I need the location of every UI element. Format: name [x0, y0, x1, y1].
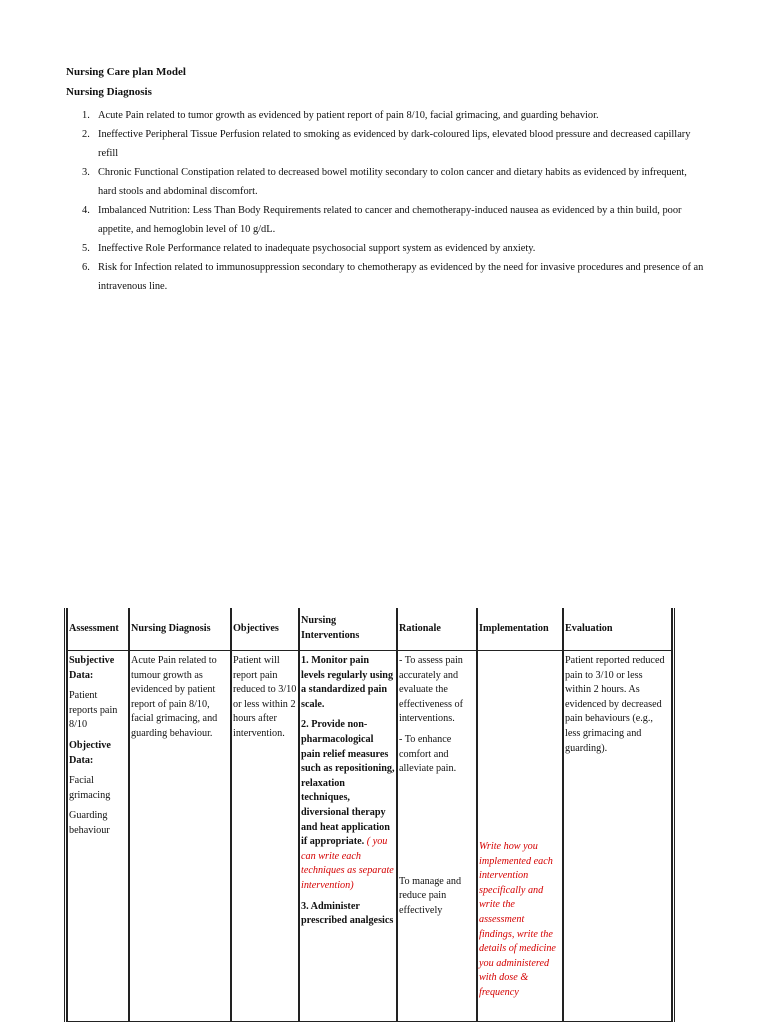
intervention-note: ( you can write each techniques as separate intervention) — [301, 836, 394, 891]
implementation-note: Write how you implemented each intervention specifically and write the assessment findings, write the details of medicine you administered with dose & frequency — [479, 841, 556, 998]
diagnosis-number: 1. — [82, 110, 90, 121]
objective-value: Facial grimacing — [69, 775, 111, 801]
objective-label: Objective Data: — [69, 739, 111, 766]
diagnosis-cell-text: Acute Pain related to tumour growth as evidenced by patient report of pain 8/10, facial grimacing, and guarding behaviour. — [131, 655, 218, 739]
rationale-item: - To assess pain accurately and evaluate the effectiveness of interventions. — [399, 655, 464, 725]
diagnosis-cell — [129, 651, 231, 1022]
objectives-cell — [231, 651, 299, 1022]
diagnosis-number: 2. — [82, 129, 90, 140]
interventions-cell — [299, 651, 397, 1022]
rationale-item: To manage and reduce pain effectively — [399, 875, 462, 916]
intervention-text: 3. Administer prescribed analgesics — [301, 900, 394, 927]
diagnosis-item — [66, 106, 706, 125]
diagnosis-item — [66, 163, 706, 201]
diagnosis-item — [66, 258, 706, 296]
diagnosis-text: Acute Pain related to tumor growth as evidenced by patient report of pain 8/10, facial grimacing, and guarding behavior. — [98, 110, 599, 121]
intervention-item — [301, 900, 395, 929]
implementation-cell — [477, 651, 563, 1022]
intervention-item — [301, 718, 395, 893]
intervention-item — [301, 654, 395, 712]
diagnosis-item — [66, 239, 706, 258]
header-nursing-interventions: Nursing Interventions — [299, 608, 397, 651]
diagnosis-text: Imbalanced Nutrition: Less Than Body Requirements related to cancer and chemotherapy-induced nausea as evidenced by a thin build, poor appetite, and hemoglobin level of 10 g/dL. — [98, 205, 682, 235]
intervention-text: 2. Provide non-pharmacological pain relief measures such as repositioning, relaxation techniques, diversional therapy and heat application if appropriate. — [301, 719, 395, 848]
header-assessment: Assessment — [67, 608, 129, 651]
diagnosis-item — [66, 201, 706, 239]
table-header-row — [67, 608, 672, 651]
doc-title: Nursing Care plan Model — [66, 66, 186, 78]
header-rationale: Rationale — [397, 608, 477, 651]
rationale-cell — [397, 651, 477, 1022]
assessment-cell — [67, 651, 129, 1022]
section-heading: Nursing Diagnosis — [66, 86, 152, 98]
diagnosis-number: 3. — [82, 167, 90, 178]
rationale-item: - To enhance comfort and alleviate pain. — [399, 733, 457, 775]
header-nursing-diagnosis: Nursing Diagnosis — [129, 608, 231, 651]
diagnosis-list — [66, 106, 706, 296]
diagnosis-number: 5. — [82, 243, 90, 254]
evaluation-text: Patient reported reduced pain to 3/10 or less within 2 hours. As evidenced by decreased pain behaviours (e.g., less grimacing and guarding). — [565, 655, 665, 754]
diagnosis-text: Ineffective Peripheral Tissue Perfusion related to smoking as evidenced by dark-coloured lips, elevated blood pressure and decreased capillary refill — [98, 129, 691, 159]
diagnosis-number: 4. — [82, 205, 90, 216]
intervention-text: 1. Monitor pain levels regularly using a standardized pain scale. — [301, 655, 394, 710]
table-row — [67, 651, 672, 1022]
objective-value: Guarding behaviour — [69, 810, 110, 836]
objectives-text: Patient will report pain reduced to 3/10 or less within 2 hours after intervention. — [233, 655, 297, 739]
header-evaluation: Evaluation — [563, 608, 672, 651]
diagnosis-text: Ineffective Role Performance related to inadequate psychosocial support system as evidenced by anxiety. — [98, 243, 536, 254]
header-implementation: Implementation — [477, 608, 563, 651]
subjective-value: Patient reports pain 8/10 — [69, 690, 118, 731]
diagnosis-item — [66, 125, 706, 163]
subjective-label: Subjective Data: — [69, 655, 115, 681]
care-plan-table — [64, 608, 675, 1022]
diagnosis-text: Risk for Infection related to immunosuppression secondary to chemotherapy as evidenced by the need for invasive procedures and presence of an intravenous line. — [98, 262, 704, 292]
diagnosis-number: 6. — [82, 262, 90, 273]
header-objectives: Objectives — [231, 608, 299, 651]
diagnosis-text: Chronic Functional Constipation related to decreased bowel motility secondary to colon cancer and dietary habits as evidenced by infrequent, hard stools and abdominal discomfort. — [98, 167, 687, 197]
evaluation-cell — [563, 651, 672, 1022]
